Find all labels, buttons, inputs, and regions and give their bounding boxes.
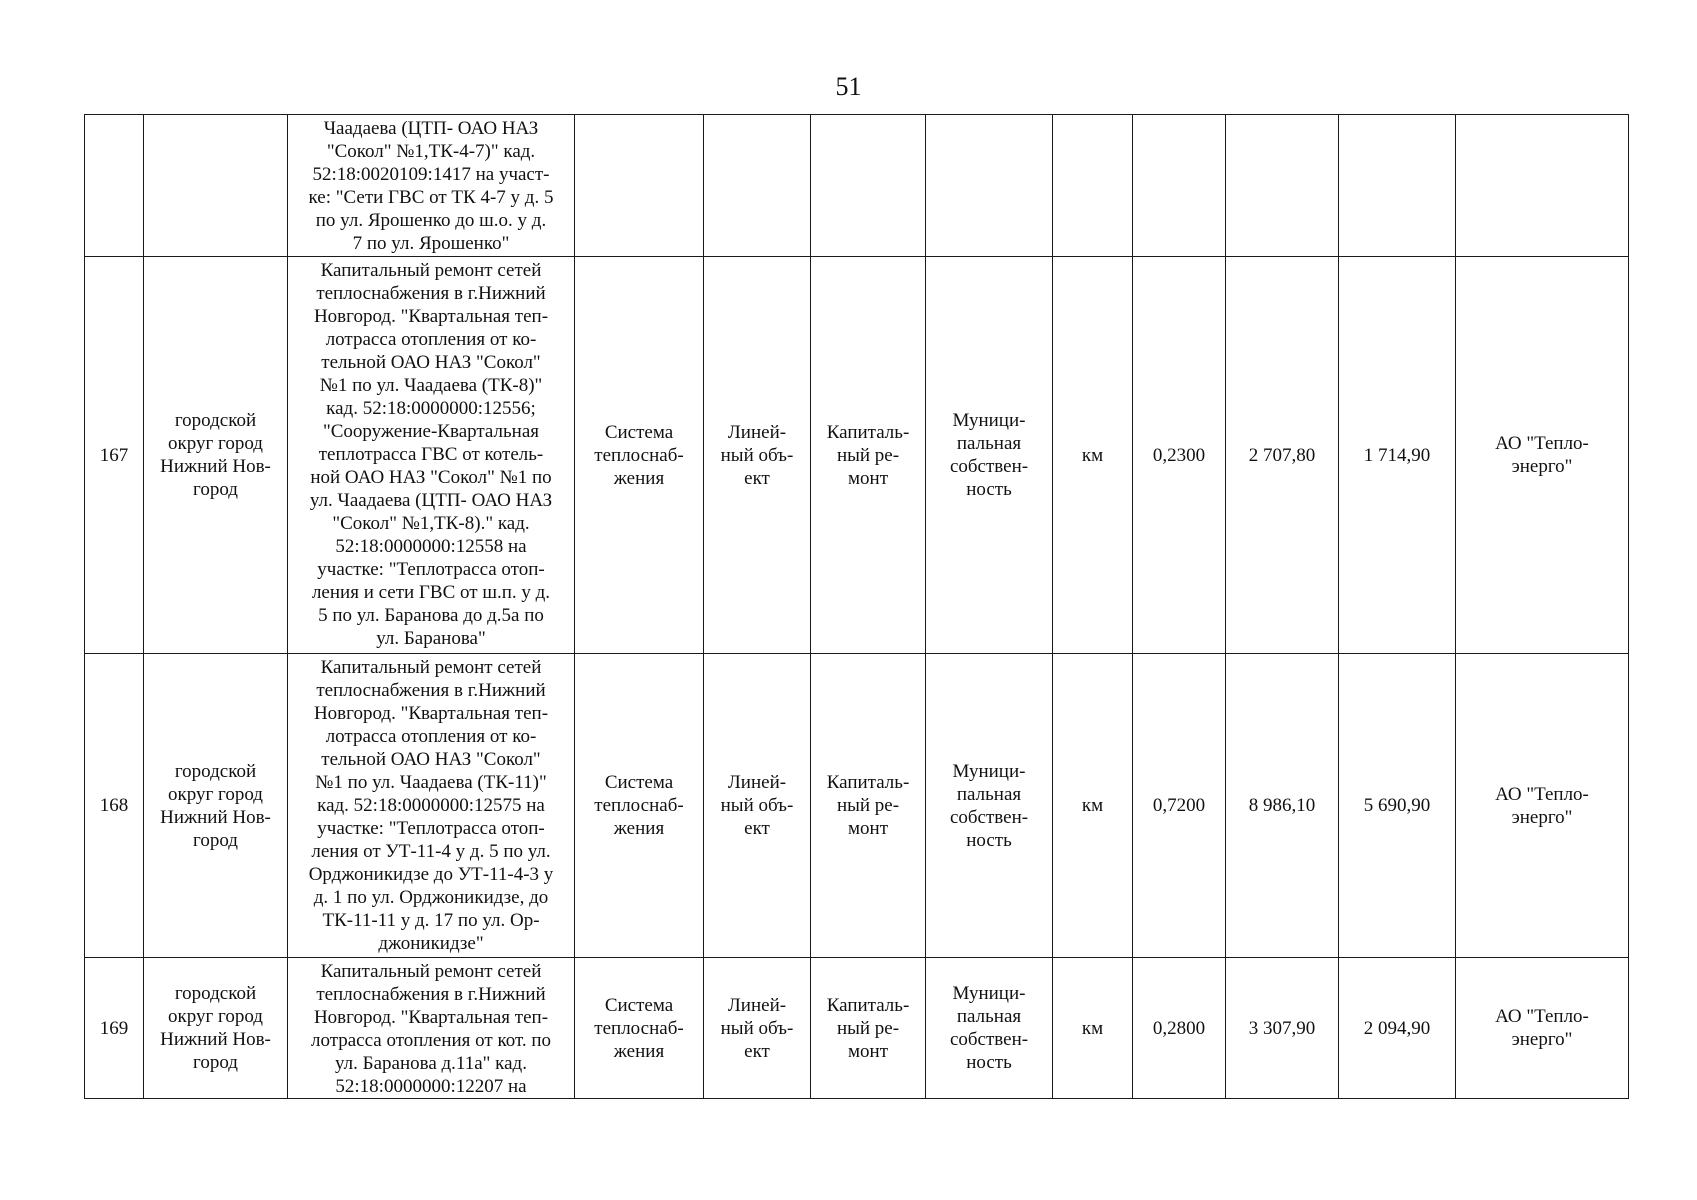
row-number-cell: 168 [85, 654, 144, 958]
municipality-cell: городской округ город Нижний Нов- город [144, 654, 288, 958]
cost-part-cell: 1 714,90 [1339, 257, 1456, 654]
organization-cell: АО "Тепло- энерго" [1456, 257, 1629, 654]
object-type-cell: Линей- ный объ- ект [704, 958, 811, 1099]
municipality-cell [144, 115, 288, 257]
ownership-cell: Муници- пальная собствен- ность [926, 257, 1053, 654]
cost-part-cell: 5 690,90 [1339, 654, 1456, 958]
work-type-cell: Капиталь- ный ре- монт [811, 958, 926, 1099]
table-row [85, 115, 1629, 257]
ownership-cell [926, 115, 1053, 257]
table-row [85, 654, 1629, 958]
length-cell: 0,7200 [1133, 654, 1226, 958]
row-number-cell [85, 115, 144, 257]
length-cell [1133, 115, 1226, 257]
length-cell: 0,2800 [1133, 958, 1226, 1099]
table-row [85, 958, 1629, 1099]
unit-cell: км [1053, 654, 1133, 958]
projects-table [84, 114, 1629, 1099]
cost-total-cell: 2 707,80 [1226, 257, 1339, 654]
description-cell: Капитальный ремонт сетей теплоснабжения в г.Нижний Новгород. "Квартальная теп- лотрасса отопления от кот. по ул. Баранова д.11а" кад. 52:18:0000000:12207 на [288, 958, 575, 1099]
cost-part-cell [1339, 115, 1456, 257]
system-cell [575, 115, 704, 257]
cost-total-cell [1226, 115, 1339, 257]
organization-cell: АО "Тепло- энерго" [1456, 654, 1629, 958]
work-type-cell: Капиталь- ный ре- монт [811, 257, 926, 654]
row-number-cell: 169 [85, 958, 144, 1099]
unit-cell [1053, 115, 1133, 257]
system-cell: Система теплоснаб- жения [575, 257, 704, 654]
page-number: 51 [835, 72, 862, 101]
unit-cell: км [1053, 958, 1133, 1099]
row-number-cell: 167 [85, 257, 144, 654]
object-type-cell: Линей- ный объ- ект [704, 654, 811, 958]
work-type-cell: Капиталь- ный ре- монт [811, 654, 926, 958]
ownership-cell: Муници- пальная собствен- ность [926, 958, 1053, 1099]
work-type-cell [811, 115, 926, 257]
organization-cell [1456, 115, 1629, 257]
description-cell: Капитальный ремонт сетей теплоснабжения в г.Нижний Новгород. "Квартальная теп- лотрасса отопления от ко- тельной ОАО НАЗ "Сокол" №1 по ул. Чаадаева (ТК-11)" кад. 52:18:0000000:12575 на участке: "Теплотрасса отоп- ления от УТ-11-4 у д. 5 по ул. Орджоникидзе до УТ-11-4-3 у д. 1 по ул. Орджоникидзе, до ТК-11-11 у д. 17 по ул. Ор- джоникидзе" [288, 654, 575, 958]
ownership-cell: Муници- пальная собствен- ность [926, 654, 1053, 958]
table-row [85, 257, 1629, 654]
description-cell: Чаадаева (ЦТП- ОАО НАЗ "Сокол" №1,ТК-4-7)" кад. 52:18:0020109:1417 на участ- ке: "Сети ГВС от ТК 4-7 у д. 5 по ул. Ярошенко до ш.о. у д. 7 по ул. Ярошенко" [288, 115, 575, 257]
unit-cell: км [1053, 257, 1133, 654]
length-cell: 0,2300 [1133, 257, 1226, 654]
system-cell: Система теплоснаб- жения [575, 654, 704, 958]
object-type-cell: Линей- ный объ- ект [704, 257, 811, 654]
cost-total-cell: 3 307,90 [1226, 958, 1339, 1099]
cost-part-cell: 2 094,90 [1339, 958, 1456, 1099]
system-cell: Система теплоснаб- жения [575, 958, 704, 1099]
organization-cell: АО "Тепло- энерго" [1456, 958, 1629, 1099]
cost-total-cell: 8 986,10 [1226, 654, 1339, 958]
description-cell: Капитальный ремонт сетей теплоснабжения в г.Нижний Новгород. "Квартальная теп- лотрасса отопления от ко- тельной ОАО НАЗ "Сокол" №1 по ул. Чаадаева (ТК-8)" кад. 52:18:0000000:12556; "Сооружение-Квартальная теплотрасса ГВС от котель- ной ОАО НАЗ "Сокол" №1 по ул. Чаадаева (ЦТП- ОАО НАЗ "Сокол" №1,ТК-8)." кад. 52:18:0000000:12558 на участке: "Теплотрасса отоп- ления и сети ГВС от ш.п. у д. 5 по ул. Баранова до д.5а по ул. Баранова" [288, 257, 575, 654]
municipality-cell: городской округ город Нижний Нов- город [144, 257, 288, 654]
object-type-cell [704, 115, 811, 257]
municipality-cell: городской округ город Нижний Нов- город [144, 958, 288, 1099]
